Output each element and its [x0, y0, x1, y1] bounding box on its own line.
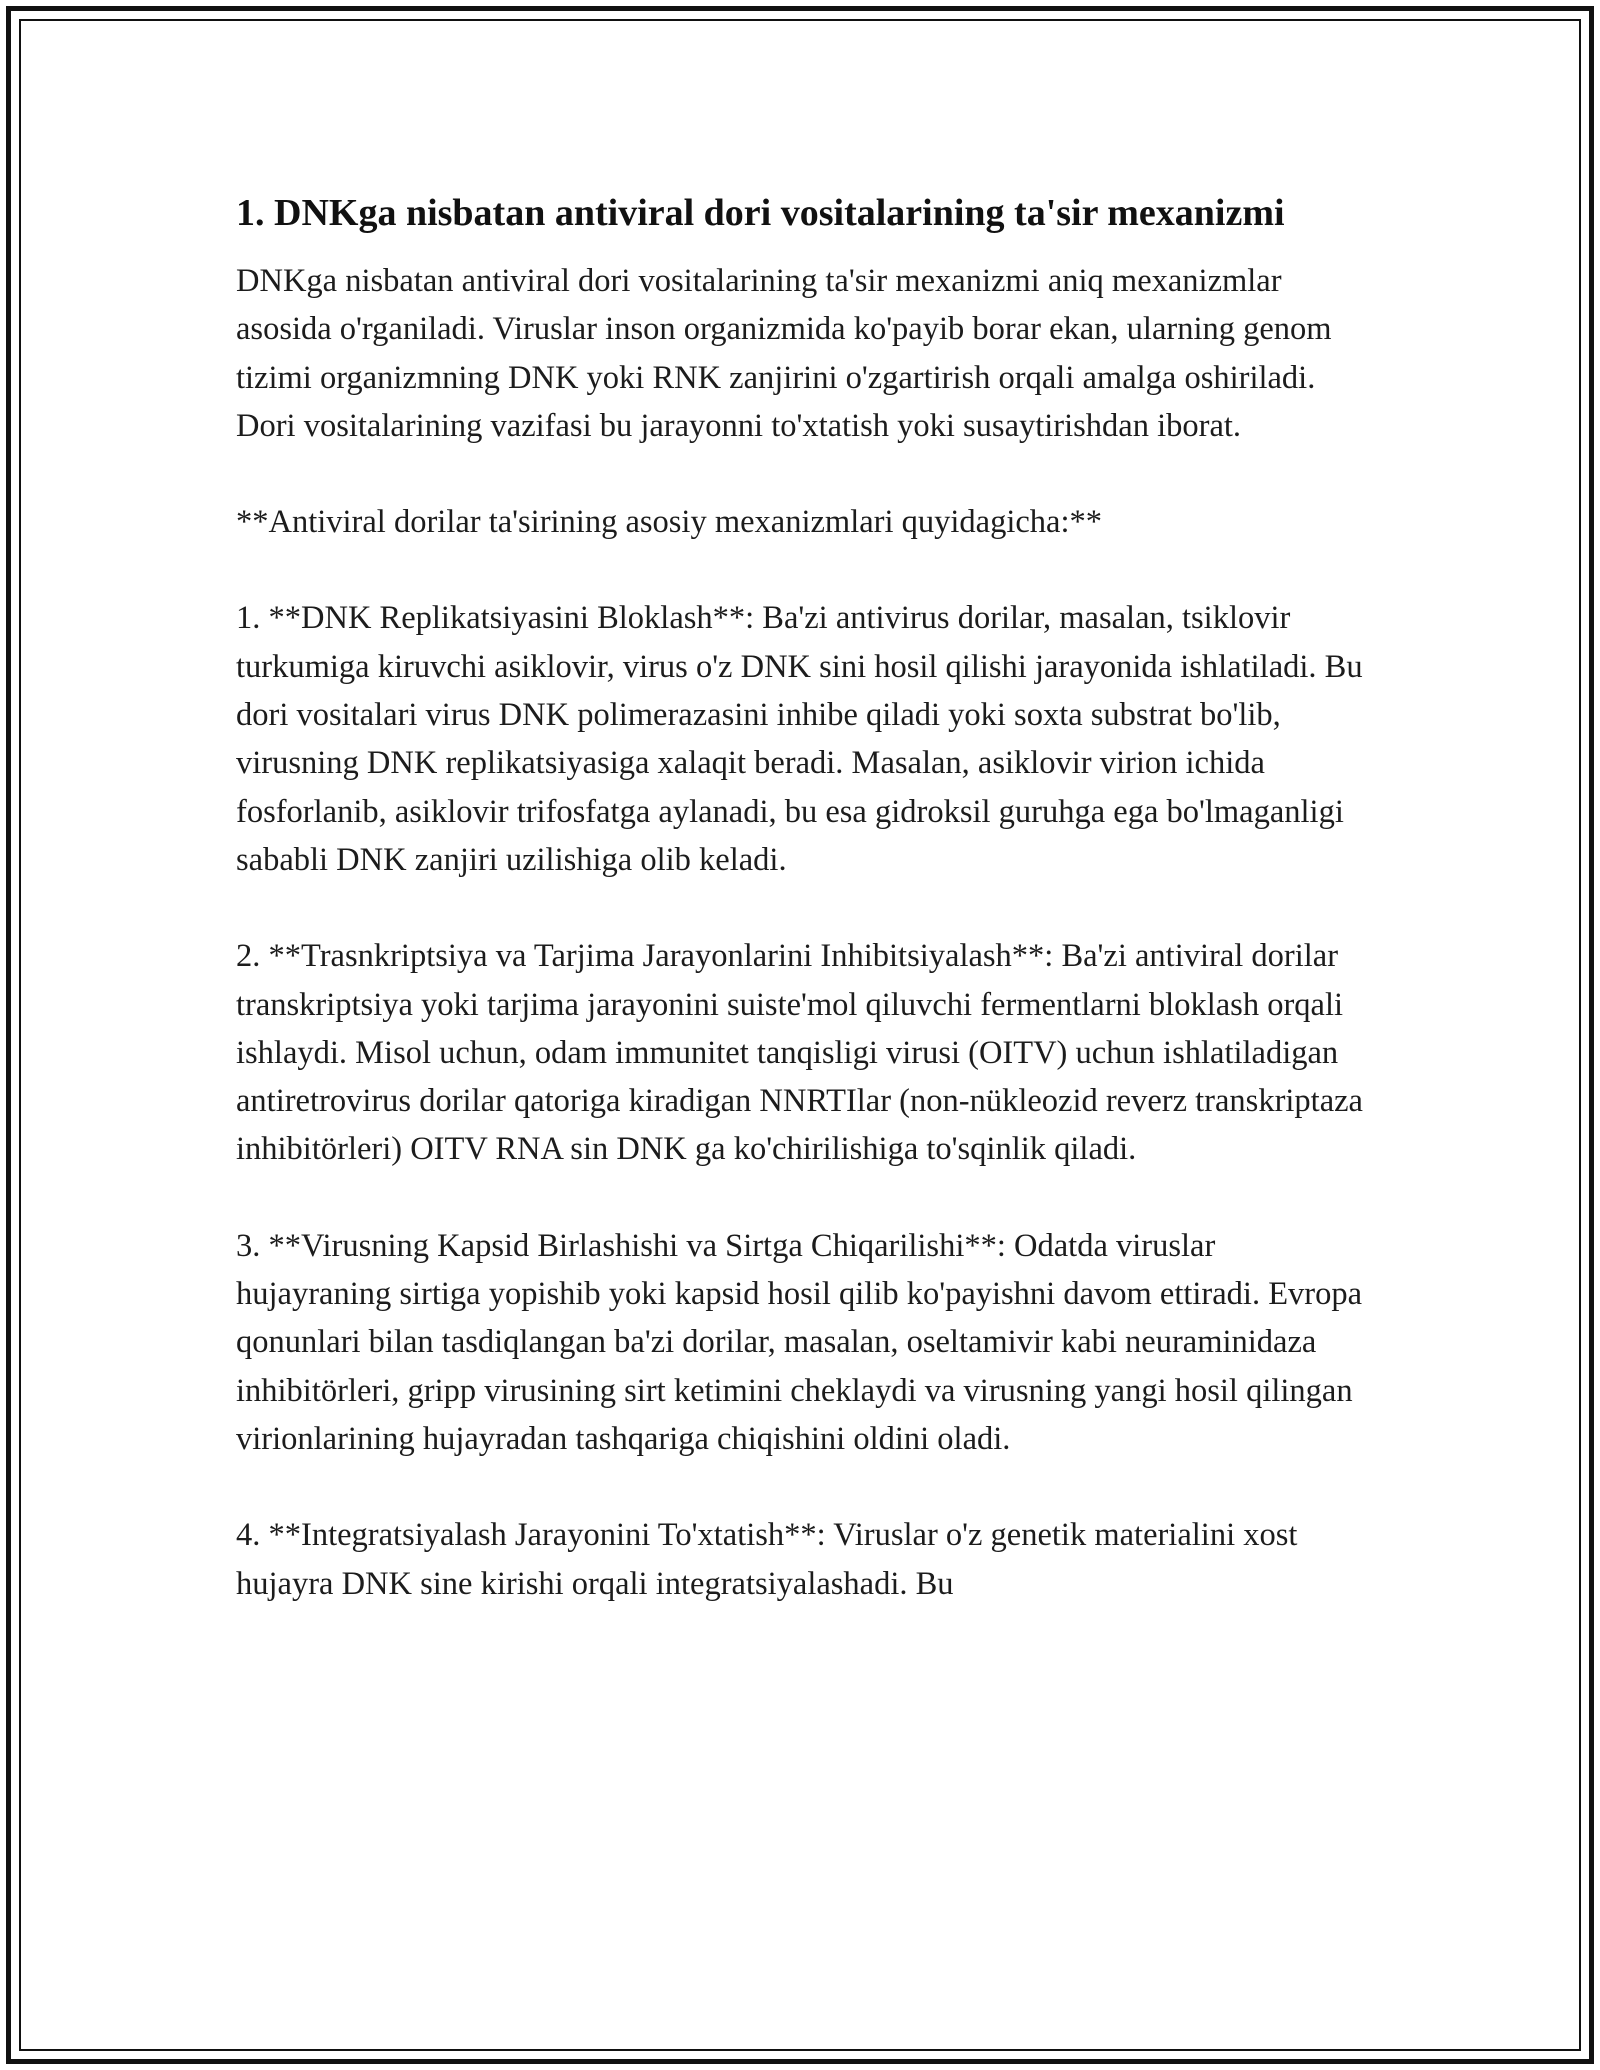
mechanisms-lead-paragraph: **Antiviral dorilar ta'sirining asosiy mexanizmlari quyidagicha:**: [236, 504, 1102, 541]
section-heading: 1. DNKga nisbatan antiviral dori vositalarining ta'sir mexanizmi: [236, 192, 1285, 234]
mechanism-3-paragraph: 3. **Virusning Kapsid Birlashishi va Sirtga Chiqarilishi**: Odatda viruslar hujayraning sirtiga yopishib yoki kapsid hosil qilib ko'payishni davom ettiradi. Evropa qonunlari bilan tasdiqlangan ba'zi dorilar, masalan, oseltamivir kabi neuraminidaza inhibitörleri, gripp virusining sirt ketimini cheklaydi va virusning yangi hosil qilingan virionlarining hujayradan tashqariga chiqishini oldini oladi.: [236, 1227, 1363, 1457]
mechanism-1-paragraph: 1. **DNK Replikatsiyasini Bloklash**: Ba'zi antivirus dorilar, masalan, tsiklovir turkumiga kiruvchi asiklovir, virus o'z DNK sini hosil qilishi jarayonida ishlatiladi. Bu dori vositalari virus DNK polimerazasini inhibe qiladi yoki soxta substrat bo'lib, virusning DNK replikatsiyasiga xalaqit beradi. Masalan, asiklovir virion ichida fosforlanib, asiklovir trifosfatga aylanadi, bu esa gidroksil guruhga ega bo'lmaganligi sababli DNK zanjiri uzilishiga olib keladi.: [236, 600, 1363, 878]
mechanism-2-paragraph: 2. **Trasnkriptsiya va Tarjima Jarayonlarini Inhibitsiyalash**: Ba'zi antiviral dorilar transkriptsiya yoki tarjima jarayonini suiste'mol qiluvchi fermentlarni bloklash orqali ishlaydi. Misol uchun, odam immunitet tanqisligi virusi (OITV) uchun ishlatiladigan antiretrovirus dorilar qatoriga kiradigan NNRTIlar (non-nükleozid reverz transkriptaza inhibitörleri) OITV RNA sin DNK ga ko'chirilishiga to'sqinlik qiladi.: [236, 938, 1363, 1168]
document-body: [236, 186, 1366, 1656]
mechanism-4-paragraph: 4. **Integratsiyalash Jarayonini To'xtatish**: Viruslar o'z genetik materialini xost hujayra DNK sine kirishi orqali integratsiyalashadi. Bu: [236, 1517, 1298, 1602]
intro-paragraph: DNKga nisbatan antiviral dori vositalarining ta'sir mexanizmi aniq mexanizmlar asosida o'rganiladi. Viruslar inson organizmida ko'payib borar ekan, ularning genom tizimi organizmning DNK yoki RNK zanjirini o'zgartirish orqali amalga oshiriladi. Dori vositalarining vazifasi bu jarayonni to'xtatish yoki susaytirishdan iborat.: [236, 263, 1332, 444]
